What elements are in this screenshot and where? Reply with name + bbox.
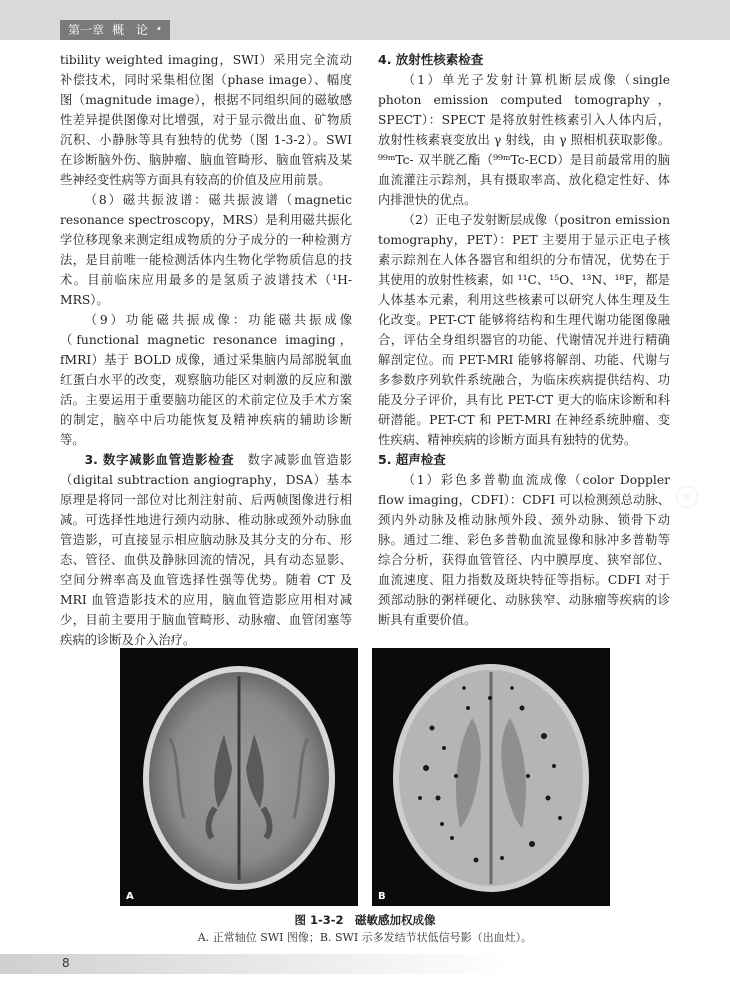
side-watermark-icon: ◎ <box>676 486 698 508</box>
brain-scan-b-image <box>372 648 610 906</box>
left-column <box>60 50 352 650</box>
panel-b-label: B <box>378 891 386 902</box>
figure-caption-title: 图 1-3-2 磁敏感加权成像 <box>294 913 436 927</box>
paragraph-fmri: （9）功能磁共振成像：功能磁共振成像（functional magnetic resonance imaging，fMRI）基于 BOLD 成像，通过采集脑内局部脱氧血红蛋白水平的改变，观察脑功能区对刺激的反应和激活。主要运用于重要脑功能区的术前定位及手术方案的制定，脑卒中后功能恢复及精神疾病的辅助诊断等。 <box>60 313 352 447</box>
paragraph-spect: （1）单光子发射计算机断层成像（single photon emission computed tomography，SPECT）：SPECT 是将放射性核素引入人体内后，放射性核素衰变放出 γ 射线，由 γ 照相机获取影像。⁹⁹ᵐTc- 双半胱乙酯（⁹⁹ᵐTc-ECD）是目前最常用的脑血流灌注示踪剂，具有摄取率高、放化稳定性好、体内排泄快的优点。 <box>378 73 670 207</box>
heading-nuclear: 4. 放射性核素检查 <box>378 52 484 67</box>
paragraph-pet: （2）正电子发射断层成像（positron emission tomography，PET）：PET 主要用于显示正电子核素示踪剂在人体各器官和组织的分布情况，优势在于其使用的放射性核素，如 ¹¹C、¹⁵O、¹³N、¹⁸F，都是人体基本元素，利用这些核素可以研究人体生理及生化改变。PET-CT 能够将结构和生理代谢功能图像融合，评估全身组织器官的功能、代谢情况并进行精确解剖定位。而 PET-MRI 能够将解剖、功能、代谢与多参数序列软件系统融合，为临床疾病提供结构、功能及分子评价，具有比 PET-CT 更大的临床诊断和科研潜能。PET-CT 和 PET-MRI 在神经系统肿瘤、变性疾病、精神疾病的诊断方面具有独特的优势。 <box>378 213 670 447</box>
chapter-title: 概 论 <box>112 23 149 37</box>
paragraph-swi: tibility weighted imaging，SWI）采用完全流动补偿技术，同时采集相位图（phase image）、幅度图（magnitude image），根据不同组织间的磁敏感性差异提供图像对比增强，对于显示微出血、矿物质沉积、小静脉等具有独特的优势（图 1-3-2）。SWI 在诊断脑外伤、脑肿瘤、脑血管畸形、脑血管病及某些神经变性病等方面具有较高的价值及应用前景。 <box>60 53 352 187</box>
paragraph-dsa-text: 数字减影血管造影（digital subtraction angiography，DSA）基本原理是将同一部位对比剂注射前、后两帧图像进行相减。可选择性地进行颈内动脉、椎动脉或颈外动脉血管造影，可直接显示相应脑动脉及其分支的分布、形态、管径、血供及静脉回流的情况，具有动态显影、空间分辨率高及血管选择性强等优势。随着 CT 及 MRI 血管造影技术的应用，脑血管造影应用相对减少，目前主要用于脑血管畸形、动脉瘤、血管闭塞等疾病的诊断及介入治疗。 <box>60 453 352 647</box>
right-column <box>378 50 670 630</box>
brain-scan-a-image <box>120 648 358 906</box>
chapter-bullet: • <box>156 24 162 35</box>
paragraph-mrs: （8）磁共振波谱：磁共振波谱（magnetic resonance spectroscopy，MRS）是利用磁共振化学位移现象来测定组成物质的分子成分的一种检测方法，是目前唯一能检测活体内生物化学物质信息的技术。目前临床应用最多的是氢质子波谱技术（¹H-MRS）。 <box>60 193 352 307</box>
figure-caption-body: A. 正常轴位 SWI 图像；B. SWI 示多发结节状低信号影（出血灶）。 <box>197 931 533 944</box>
chapter-tab <box>60 20 170 40</box>
figure-1-3-2 <box>120 648 610 906</box>
heading-ultrasound: 5. 超声检查 <box>378 452 446 467</box>
scan-panel-a <box>120 648 358 906</box>
paragraph-dsa <box>60 450 352 650</box>
heading-dsa: 3. 数字减影血管造影检查 <box>84 453 235 467</box>
chapter-number: 第一章 <box>68 23 105 37</box>
footer-bar <box>0 954 730 974</box>
panel-a-label: A <box>126 891 134 902</box>
paragraph-cdfi: （1）彩色多普勒血流成像（color Doppler flow imaging，CDFI）：CDFI 可以检测颈总动脉、颈内外动脉及椎动脉颅外段、颈外动脉、锁骨下动脉。通过二维、彩色多普勒血流显像和脉冲多普勒等综合分析，获得血管管径、内中膜厚度、狭窄部位、血流速度、阻力指数及斑块特征等指标。CDFI 对于颈部动脉的粥样硬化、动脉狭窄、动脉瘤等疾病的诊断具有重要价值。 <box>378 473 670 627</box>
page-number: 8 <box>62 956 70 970</box>
scan-panel-b <box>372 648 610 906</box>
